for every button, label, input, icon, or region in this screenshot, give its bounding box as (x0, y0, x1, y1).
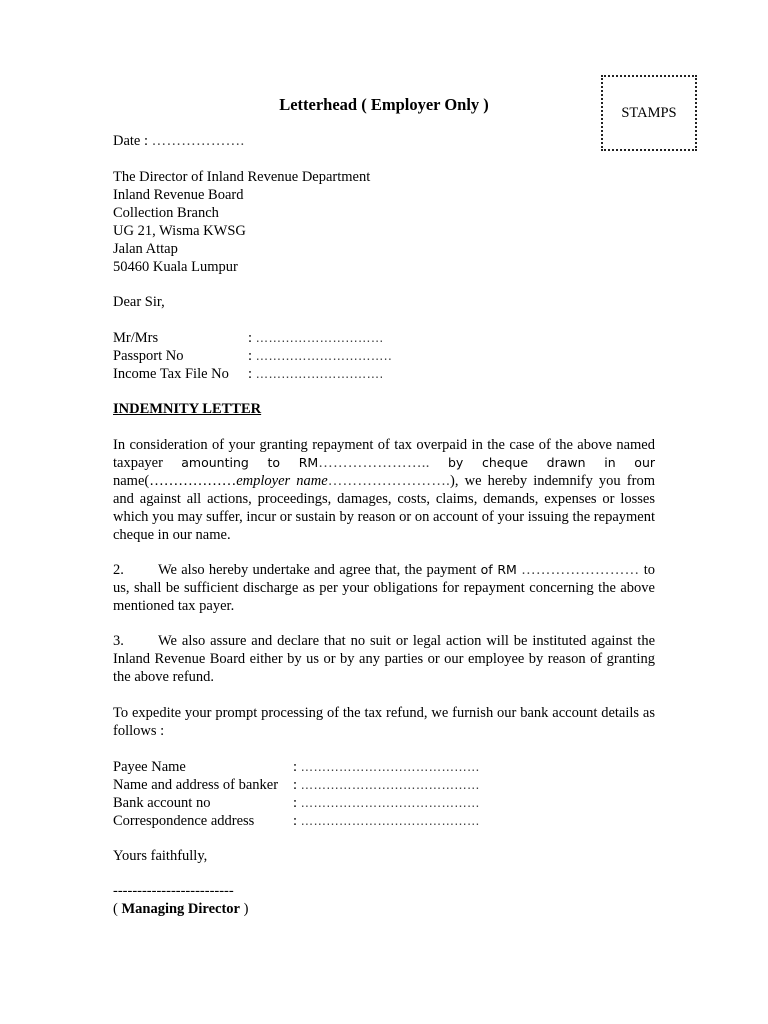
field-row (113, 758, 480, 776)
field-blank: ………………………… (255, 330, 384, 345)
paragraph-indemnity (113, 436, 655, 544)
para-text: to us, shall be sufficient discharge as per your obligations for repayment concerning the above mentioned tax payer. (113, 562, 656, 614)
address-line: UG 21, Wisma KWSG (113, 223, 246, 239)
field-separator: : (293, 759, 298, 775)
field-separator: : (293, 777, 298, 793)
address-line: Collection Branch (113, 205, 219, 221)
field-blank: ………………………….. (255, 348, 393, 363)
recipient-address (113, 168, 370, 276)
paren-open: ( (113, 901, 118, 917)
field-label: Income Tax File No (113, 366, 229, 382)
field-row (113, 365, 392, 383)
section-heading: INDEMNITY LETTER (113, 401, 262, 417)
field-row (113, 329, 392, 347)
field-label: Bank account no (113, 795, 211, 811)
para-text: We also hereby undertake and agree that, the payment (158, 562, 477, 578)
employer-name-placeholder: employer name (236, 473, 328, 489)
payment-label: of RM (480, 562, 517, 577)
field-blank: …………………………………… (300, 777, 480, 792)
field-separator: : (248, 348, 253, 364)
field-separator: : (293, 795, 298, 811)
paragraph-number: 3. (113, 633, 124, 649)
paragraph-number: 2. (113, 562, 124, 578)
page-title: Letterhead ( Employer Only ) (279, 95, 489, 114)
para-text: In consideration of your granting repayment of tax overpaid in the case of the above named taxpayer (113, 437, 655, 471)
signatory (113, 900, 248, 918)
date-line (113, 132, 244, 150)
para-text: We also assure and declare that no suit or legal action will be instituted against the Inland Revenue Board either by us or by any parties or our employee by reason of granting the above refund. (113, 633, 655, 685)
address-line: 50460 Kuala Lumpur (113, 259, 238, 275)
para-text: ), we hereby indemnify you from and against all actions, proceedings, damages, costs, claims, demands, expenses or losses which you may suffer, incur or sustain by reason or on account of your issuing the repayment cheque in our name. (113, 473, 655, 543)
field-row (113, 347, 392, 365)
salutation: Dear Sir, (113, 294, 165, 310)
para-text: by cheque drawn in our (447, 455, 656, 470)
stamp-box (601, 75, 697, 151)
paragraph-bank-intro: To expedite your prompt processing of the tax refund, we furnish our bank account details as follows : (113, 705, 655, 739)
date-blank: ………………. (151, 133, 245, 149)
paren-close: ) (243, 901, 249, 917)
taxpayer-fields (113, 329, 392, 383)
paragraph-2 (113, 561, 655, 615)
field-label: Passport No (113, 348, 184, 364)
amount-label: amounting to RM (181, 455, 319, 470)
field-row (113, 812, 480, 830)
field-blank: …………………………………… (300, 813, 480, 828)
signature-line: ------------------------- (113, 883, 234, 899)
address-line: Jalan Attap (113, 241, 178, 257)
field-separator: : (248, 330, 253, 346)
employer-name-blank: ……………………. (327, 473, 451, 489)
field-blank: …………………………………… (300, 759, 480, 774)
paragraph-3 (113, 632, 655, 686)
closing: Yours faithfully, (113, 848, 208, 864)
stamp-label: STAMPS (621, 105, 677, 121)
field-separator: : (248, 366, 253, 382)
address-line: The Director of Inland Revenue Department (113, 169, 371, 185)
para-text: name(……………… (113, 473, 237, 489)
payment-blank: …………………… (521, 562, 640, 578)
amount-blank: ………………….. (318, 455, 430, 471)
field-label: Payee Name (113, 759, 186, 775)
field-row (113, 794, 480, 812)
bank-fields (113, 758, 480, 830)
field-label: Mr/Mrs (113, 330, 159, 346)
signatory-title: Managing Director (121, 901, 240, 917)
field-row (113, 776, 480, 794)
field-label: Correspondence address (113, 813, 255, 829)
field-separator: : (293, 813, 298, 829)
address-line: Inland Revenue Board (113, 187, 244, 203)
field-label: Name and address of banker (113, 777, 279, 793)
field-blank: ………….……….……. (255, 366, 384, 381)
field-blank: …………………………………… (300, 795, 480, 810)
date-label: Date : (113, 133, 149, 149)
